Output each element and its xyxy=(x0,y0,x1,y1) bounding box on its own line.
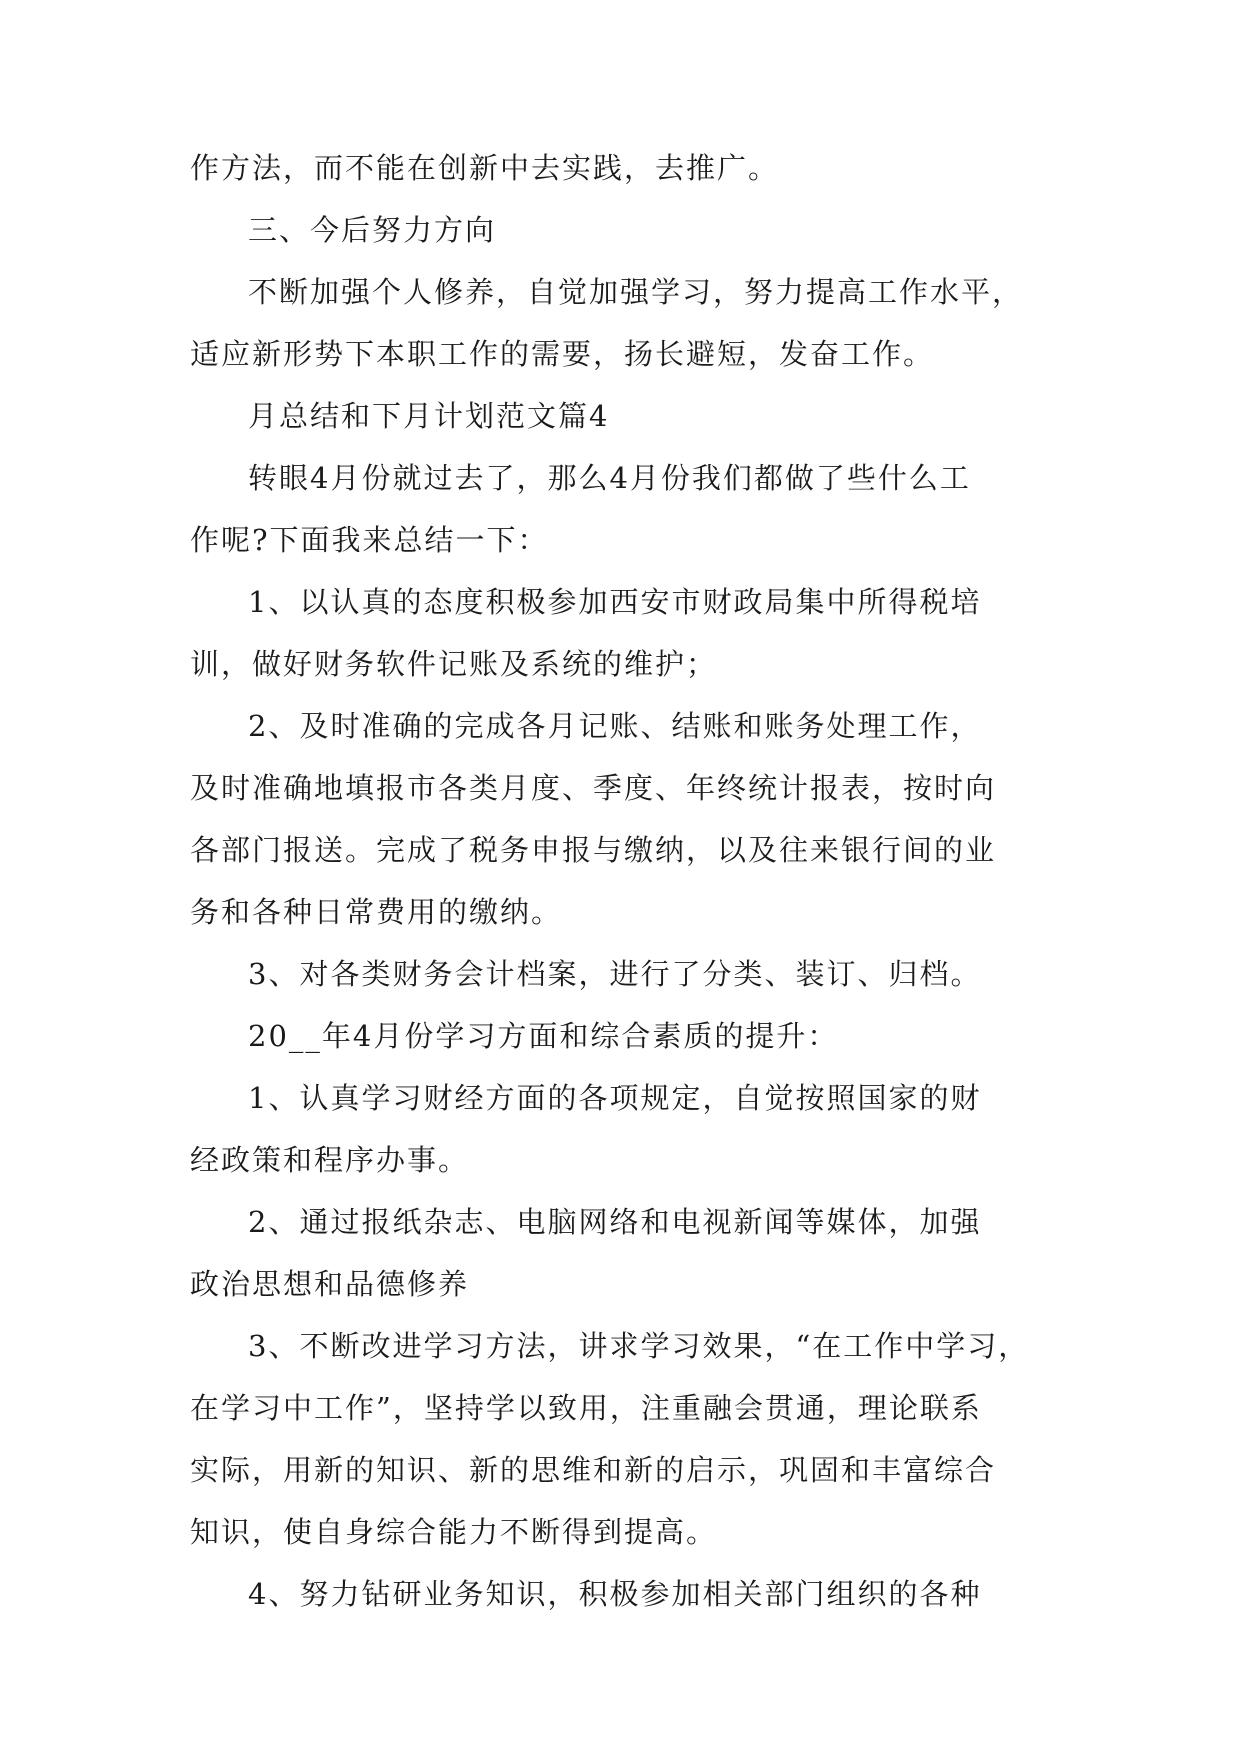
text-line: 知识，使自身综合能力不断得到提高。 xyxy=(190,1515,718,1549)
paragraph-line: 3、不断改进学习方法，讲求学习效果，“在工作中学习， xyxy=(248,1329,1030,1363)
text-line: 在学习中工作”，坚持学以致用，注重融会贯通，理论联系 xyxy=(190,1391,982,1425)
text-line: 经政策和程序办事。 xyxy=(190,1143,470,1177)
paragraph-line: 1、以认真的态度积极参加西安市财政局集中所得税培 xyxy=(248,585,982,619)
document-body xyxy=(190,150,1050,1638)
text-line: 作呢?下面我来总结一下： xyxy=(190,523,549,557)
paragraph-line: 转眼4月份就过去了，那么4月份我们都做了些什么工 xyxy=(248,461,971,495)
paragraph-line: 4、努力钻研业务知识，积极参加相关部门组织的各种 xyxy=(248,1577,982,1611)
text-line: 各部门报送。完成了税务申报与缴纳，以及往来银行间的业 xyxy=(190,833,997,867)
paragraph-line: 1、认真学习财经方面的各项规定，自觉按照国家的财 xyxy=(248,1081,982,1115)
text-line: 实际，用新的知识、新的思维和新的启示，巩固和丰富综合 xyxy=(190,1453,997,1487)
text-line: 及时准确地填报市各类月度、季度、年终统计报表，按时向 xyxy=(190,771,997,805)
text-line: 适应新形势下本职工作的需要，扬长避短，发奋工作。 xyxy=(190,337,935,371)
subheading-line: 20__年4月份学习方面和综合素质的提升： xyxy=(248,1019,839,1053)
text-line: 作方法，而不能在创新中去实践，去推广。 xyxy=(190,151,780,185)
paragraph-line: 不断加强个人修养，自觉加强学习，努力提高工作水平， xyxy=(248,275,1024,309)
article-title: 月总结和下月计划范文篇4 xyxy=(248,399,610,433)
paragraph-line: 2、及时准确的完成各月记账、结账和账务处理工作， xyxy=(248,709,982,743)
paragraph-line: 3、对各类财务会计档案，进行了分类、装订、归档。 xyxy=(248,957,982,991)
text-line: 政治思想和品德修养 xyxy=(190,1267,470,1301)
section-heading: 三、今后努力方向 xyxy=(248,213,497,247)
text-line: 训，做好财务软件记账及系统的维护； xyxy=(190,647,718,681)
text-line: 务和各种日常费用的缴纳。 xyxy=(190,895,563,929)
paragraph-line: 2、通过报纸杂志、电脑网络和电视新闻等媒体，加强 xyxy=(248,1205,982,1239)
